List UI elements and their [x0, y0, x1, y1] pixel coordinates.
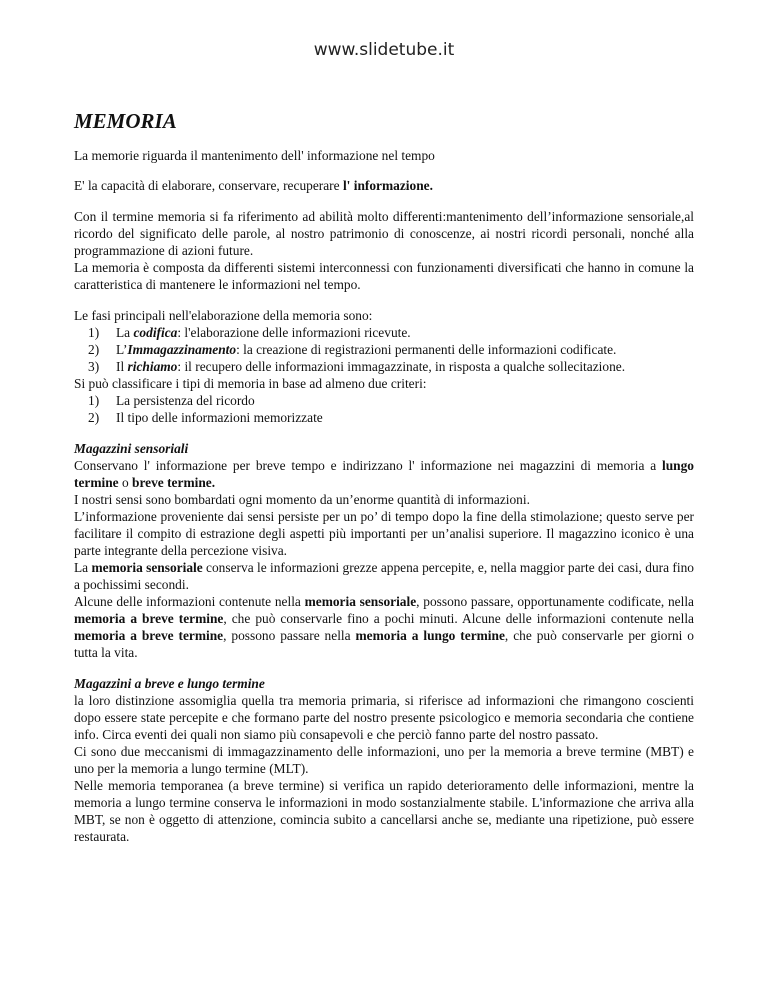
paragraph-systems: La memoria è composta da differenti sistemi interconnessi con funzionamenti diversificati che hanno in comune la caratteristica di mantenere le informazioni nel tempo. — [74, 260, 694, 292]
short-long-paragraph-3: Nelle memoria temporanea (a breve termine) si verifica un rapido deterioramento delle informazioni, mentre la memoria a lungo termine conserva le informazioni in modo sostanzialmente stabile. L'informazione che arriva alla MBT, se non è oggetto di attenzione, comincia subito a cancellarsi anche se, mediante una ripetizione, può essere restaurata. — [74, 778, 694, 844]
intro-line-1: La memorie riguarda il mantenimento dell' informazione nel tempo — [74, 148, 435, 163]
sensory-paragraph-3: L’informazione proveniente dai sensi persiste per un po’ di tempo dopo la fine della stimolazione; questo serve per facilitare il compito di estrazione degli aspetti più importanti per un’analisi superiore. Il magazzino iconico è una parte integrante della percezione visiva. — [74, 509, 694, 558]
short-long-paragraph-1: la loro distinzione assomiglia quella tra memoria primaria, si riferisce ad informazioni che rimangono coscienti dopo essere state percepite e che formano parte del nostro presente psicologico e memoria secondaria che contiene info. Circa eventi dei quali non siamo più consapevoli e che perciò fanno parte del nostro passato. — [74, 693, 694, 742]
document-body — [74, 108, 694, 845]
phases-list — [74, 324, 694, 375]
site-header: www.slidetube.it — [313, 40, 455, 60]
list-item: 2) L’Immagazzinamento: la creazione di registrazioni permanenti delle informazioni codificate. — [88, 342, 617, 357]
list-item: 1) La persistenza del ricordo — [88, 393, 255, 408]
criteria-intro: Si può classificare i tipi di memoria in base ad almeno due criteri: — [74, 376, 427, 391]
paragraph-definition: Con il termine memoria si fa riferimento ad abilità molto differenti:mantenimento dell’informazione sensoriale,al ricordo del significato delle parole, al nostro patrimonio di conoscenze, ai nostri ricordi personali, nonché alla programmazione di azioni future. — [74, 209, 694, 258]
sensory-paragraph-2: I nostri sensi sono bombardati ogni momento da un’enorme quantità di informazioni. — [74, 492, 530, 507]
phases-intro: Le fasi principali nell'elaborazione della memoria sono: — [74, 308, 373, 323]
criteria-list — [74, 392, 694, 426]
section-title-sensory: Magazzini sensoriali — [74, 441, 189, 456]
sensory-paragraph-5: Alcune delle informazioni contenute nella memoria sensoriale, possono passare, opportunamente codificate, nella memoria a breve termine, che può conservarle fino a pochi minuti. Alcune delle informazioni contenute nella memoria a breve termine, possono passare nella memoria a lungo termine, che può conservarle per giorni o tutta la vita. — [74, 594, 694, 660]
list-item: 2) Il tipo delle informazioni memorizzate — [88, 410, 323, 425]
page-title: MEMORIA — [74, 109, 177, 133]
intro-line-2: E' la capacità di elaborare, conservare, recuperare l' informazione. — [74, 178, 433, 193]
list-item: 1) La codifica: l'elaborazione delle informazioni ricevute. — [88, 325, 411, 340]
list-item: 3) Il richiamo: il recupero delle informazioni immagazzinate, in risposta a qualche sollecitazione. — [88, 359, 626, 374]
sensory-paragraph-1: Conservano l' informazione per breve tempo e indirizzano l' informazione nei magazzini di memoria a lungo termine o breve termine. — [74, 458, 694, 490]
short-long-paragraph-2: Ci sono due meccanismi di immagazzinamento delle informazioni, uno per la memoria a breve termine (MBT) e uno per la memoria a lungo termine (MLT). — [74, 744, 694, 776]
section-title-short-long: Magazzini a breve e lungo termine — [74, 676, 265, 691]
sensory-paragraph-4: La memoria sensoriale conserva le informazioni grezze appena percepite, e, nella maggior parte dei casi, dura fino a pochissimi secondi. — [74, 560, 694, 592]
